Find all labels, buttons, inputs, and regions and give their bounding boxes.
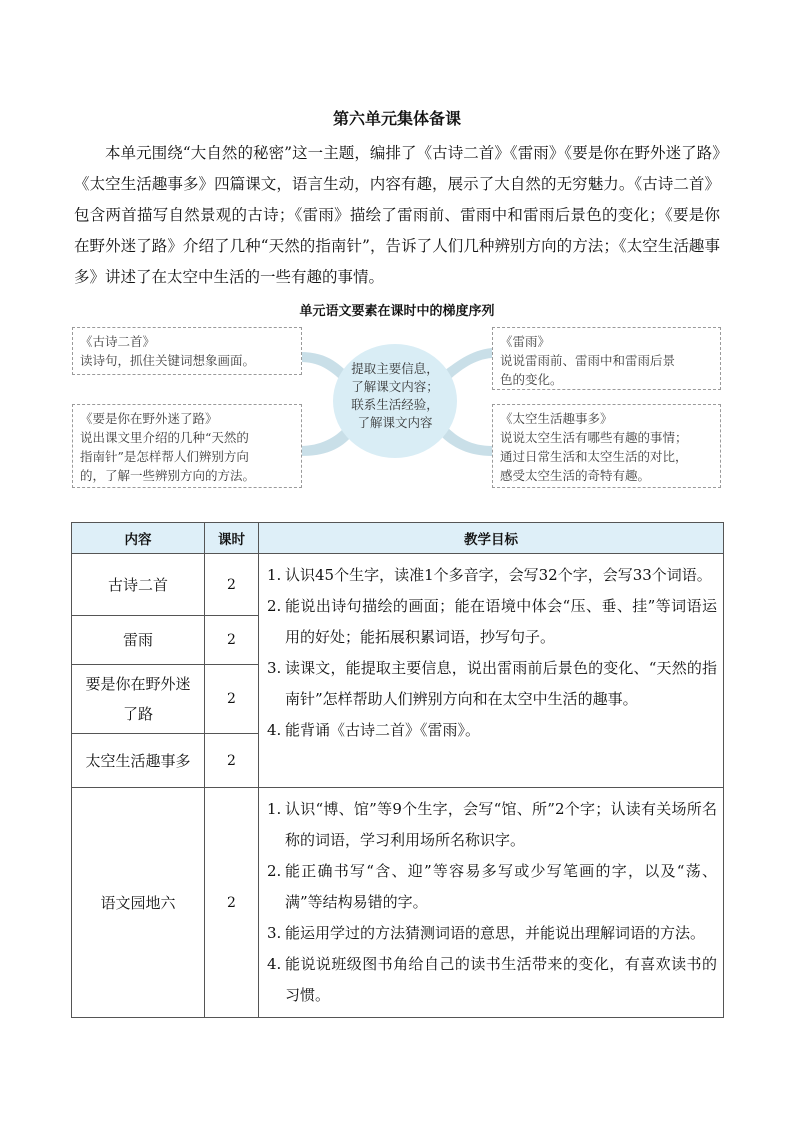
content-cell: 雷雨: [72, 616, 205, 665]
element-gradient-diagram: [0, 318, 794, 498]
box-gushi: 《古诗二首》 读诗句，抓住关键词想象画面。: [72, 327, 302, 375]
diagram-title: 单元语文要素在课时中的梯度序列: [299, 304, 495, 319]
box-taikong: 《太空生活趣事多》 说说太空生活有哪些有趣的事情； 通过日常生活和太空生活的对比， 感受太空生活的奇特有趣。: [492, 404, 721, 488]
goal-item: 4. 能说说班级图书角给自己的读书生活带来的变化，有喜欢读书的习惯。: [267, 955, 717, 1004]
goal-item: 1. 认识“博、馆”等9个生字，会写“馆、所”2个字；认读有关场所名称的词语，学习利用场所名称识字。: [267, 800, 717, 849]
goals-cell: [259, 554, 724, 788]
center-text: 提取主要信息， 了解课文内容； 联系生活经验， 了解课文内容: [351, 361, 439, 430]
goal-item: 2. 能正确书写“含、迎”等容易多写或少写笔画的字，以及“荡、满”等结构易错的字。: [267, 862, 717, 911]
goal-item: 1. 认识45个生字，读准1个多音字，会写32个字，会写33个词语。: [267, 566, 712, 584]
unit-introduction: 本单元围绕“大自然的秘密”这一主题，编排了《古诗二首》《雷雨》《要是你在野外迷了路》《太空生活趣事多》四篇课文，语言生动，内容有趣，展示了大自然的无穷魅力。《古诗二首》包含两首描写自然景观的古诗；《雷雨》描绘了雷雨前、雷雨中和雷雨后景色的变化；《要是你在野外迷了路》介绍了几种“天然的指南针”，告诉了人们几种辨别方向的方法；《太空生活趣事多》讲述了在太空中生活的一些有趣的事情。: [74, 144, 720, 286]
periods-cell: 2: [205, 734, 259, 788]
periods-cell: 2: [205, 616, 259, 665]
content-cell: 太空生活趣事多: [72, 734, 205, 788]
content-cell: 语文园地六: [72, 788, 205, 1018]
periods-cell: 2: [205, 788, 259, 1018]
teaching-goals-table: [71, 522, 724, 1018]
box-yewai: 《要是你在野外迷了路》 说出课文里介绍的几种“天然的 指南针”是怎样帮人们辨别方向 的，了解一些辨别方向的方法。: [72, 404, 302, 488]
header-content: 内容: [72, 523, 205, 554]
periods-cell: 2: [205, 554, 259, 616]
content-cell: 要是你在野外迷了路: [72, 665, 205, 734]
table-header-row: [72, 523, 724, 554]
goal-item: 2. 能说出诗句描绘的画面；能在语境中体会“压、垂、挂”等词语运用的好处；能拓展积累词语，抄写句子。: [267, 597, 717, 646]
page-title: 第六单元集体备课: [332, 109, 461, 128]
periods-cell: 2: [205, 665, 259, 734]
goal-item: 3. 能运用学过的方法猜测词语的意思，并能说出理解词语的方法。: [267, 924, 706, 942]
content-cell: 古诗二首: [72, 554, 205, 616]
goals-cell: [259, 788, 724, 1018]
header-goals: 教学目标: [259, 523, 724, 554]
table-row: [72, 788, 724, 1018]
goal-item: 3. 读课文，能提取主要信息，说出雷雨前后景色的变化、“天然的指南针”怎样帮助人们辨别方向和在太空中生活的趣事。: [267, 659, 717, 708]
box-leiyu: 《雷雨》 说说雷雨前、雷雨中和雷雨后景 色的变化。: [492, 327, 721, 390]
goal-item: 4. 能背诵《古诗二首》《雷雨》。: [267, 721, 481, 739]
header-periods: 课时: [205, 523, 259, 554]
table-row: [72, 554, 724, 616]
